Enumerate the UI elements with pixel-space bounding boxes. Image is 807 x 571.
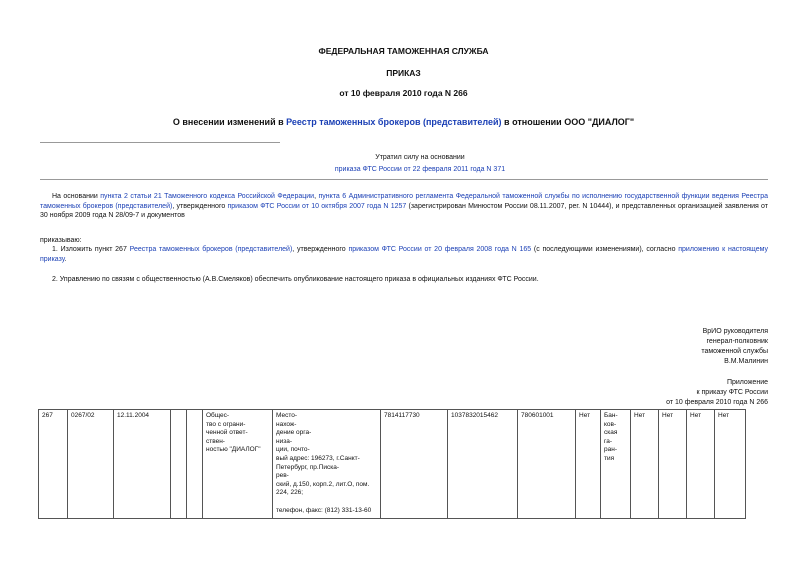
signature-line-3: таможенной службы	[701, 348, 768, 355]
cell-no-5: Нет	[715, 410, 746, 519]
address-text: Место- нахож- дение орга- низа- ции, почто- вый адрес: 196273, г.Санкт- Петербург, пр.Писка- рев- ский, д.150, корп.2, лит.О, пом. 224, 226; телефон, факс: (812) 331-13-60	[276, 412, 372, 514]
signature-line-2: генерал-полковник	[706, 338, 768, 345]
divider-short	[40, 142, 280, 143]
basis-tail: (зарегистрирован Минюстом России 08.11.2007, рег. N 10444), и представленных организацией заявления от 30 ноября 2009 года N 28/09-7 и документов	[40, 202, 768, 219]
cell-inn: 7814117730	[381, 410, 448, 519]
signature-line-1: ВрИО руководителя	[702, 328, 768, 335]
table-row	[39, 410, 746, 519]
cell-kpp: 780601001	[518, 410, 576, 519]
item1-link-appendix[interactable]: приложению к настоящему приказу	[40, 246, 768, 263]
appendix-block	[568, 378, 768, 408]
cell-number: 267	[39, 410, 68, 519]
cell-empty-2	[187, 410, 203, 519]
order-word: приказываю:	[40, 237, 82, 244]
cell-no-2: Нет	[631, 410, 659, 519]
cell-ogrn: 1037832015462	[448, 410, 518, 519]
agency-name: ФЕДЕРАЛЬНАЯ ТАМОЖЕННАЯ СЛУЖБА	[318, 46, 489, 56]
basis-link-regulation[interactable]: пункта 6 Административного регламента Федеральной таможенной службы по исполнению государственной функции ведения Реестра таможенных брокеров (представителей)	[40, 193, 769, 210]
basis-paragraph	[40, 192, 768, 221]
cell-org-name	[203, 410, 273, 519]
doc-date-number: от 10 февраля 2010 года N 266	[339, 88, 468, 98]
signature-name: В.М.Малинин	[724, 358, 768, 365]
cell-no-1: Нет	[576, 410, 601, 519]
item1-link-order-165[interactable]: приказом ФТС России от 20 февраля 2008 года N 165	[348, 246, 532, 253]
title-registry-link[interactable]: Реестр таможенных брокеров (представителей)	[286, 117, 502, 127]
cell-empty-1	[171, 410, 187, 519]
guarantee-text: Бан- ков- ская га- ран- тия	[604, 412, 618, 462]
basis-link-order-1257[interactable]: приказом ФТС России от 10 октября 2007 года N 1257	[227, 202, 407, 210]
lost-force-link[interactable]: приказа ФТС России от 22 февраля 2011 года N 371	[334, 166, 506, 173]
title-suffix: в отношении ООО "ДИАЛОГ"	[501, 117, 635, 127]
signature-block	[568, 327, 768, 367]
doc-type: ПРИКАЗ	[386, 68, 421, 78]
appendix-line-1: Приложение	[726, 379, 768, 386]
appendix-line-3: от 10 февраля 2010 года N 266	[666, 399, 768, 406]
divider-full	[40, 179, 768, 180]
appendix-line-2: к приказу ФТС России	[696, 389, 768, 396]
cell-no-4: Нет	[687, 410, 715, 519]
registry-table	[38, 409, 746, 519]
doc-title	[0, 117, 807, 127]
item1-text-c: (с последующими изменениями), согласно	[531, 246, 679, 253]
item-1	[40, 245, 768, 264]
cell-reg-number: 0267/02	[68, 410, 114, 519]
basis-intro: На основании	[52, 193, 101, 200]
cell-date: 12.11.2004	[114, 410, 171, 519]
basis-mid: , утвержденного	[172, 202, 228, 210]
lost-force-text: Утратил силу на основании	[375, 154, 465, 161]
item1-text-b: , утвержденного	[292, 246, 349, 253]
basis-sep: ,	[314, 193, 319, 200]
item1-text-d: .	[64, 255, 67, 263]
cell-address	[273, 410, 381, 519]
basis-link-customs-code[interactable]: пункта 2 статьи 21 Таможенного кодекса Российской Федерации	[100, 193, 315, 200]
title-prefix: О внесении изменений в	[172, 117, 287, 127]
item-2: 2. Управлению по связям с общественностью (А.В.Смеляков) обеспечить опубликование настоящего приказа в официальных изданиях ФТС России.	[52, 276, 539, 283]
item1-link-registry[interactable]: Реестра таможенных брокеров (представителей)	[129, 246, 293, 253]
cell-guarantee	[601, 410, 631, 519]
item1-text-a: 1. Изложить пункт 267	[52, 246, 130, 253]
cell-no-3: Нет	[659, 410, 687, 519]
org-name-text: Общес- тво с ограни- ченной ответ- ствен- ностью "ДИАЛОГ"	[206, 412, 261, 454]
lost-force-note	[220, 152, 620, 176]
